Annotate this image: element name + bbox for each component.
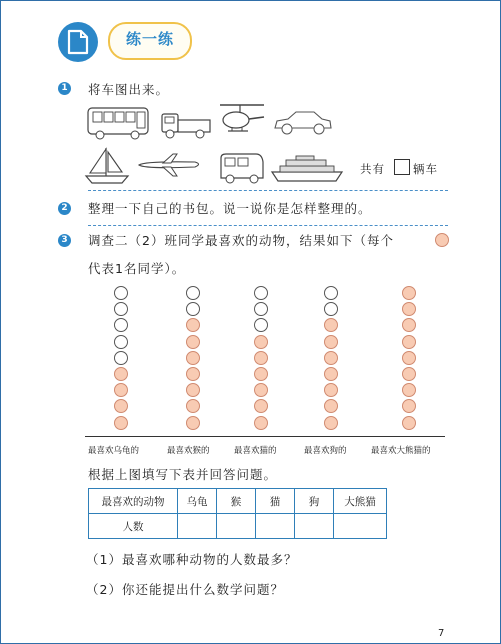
table-header-row (89, 489, 387, 514)
section-title: 练一练 (125, 30, 174, 48)
table-row (89, 514, 387, 539)
pictograph-circle (324, 416, 338, 430)
question-2-text: 整理一下自己的书包。说一说你是怎样整理的。 (88, 201, 372, 216)
pictograph-circle (186, 416, 200, 430)
instruction-text: 根据上图填写下表并回答问题。 (88, 467, 278, 482)
pictograph-circle (254, 286, 268, 300)
pictograph-circle (114, 416, 128, 430)
answer-cell[interactable] (295, 514, 334, 539)
question-1-text: 将车图出来。 (88, 82, 170, 97)
pictograph-circle (186, 335, 200, 349)
category-label-monkey: 最喜欢猴的 (167, 446, 210, 456)
pictograph-circle (324, 286, 338, 300)
answer-table (88, 488, 387, 539)
pictograph-circle (254, 367, 268, 381)
table-header-cell: 乌龟 (178, 489, 217, 514)
question-number-1: 1 (58, 82, 71, 95)
pictograph-circle (402, 335, 416, 349)
chart-baseline (85, 436, 445, 437)
pictograph-circle (402, 367, 416, 381)
pictograph-circle (254, 335, 268, 349)
vehicle-count-box[interactable] (394, 159, 410, 175)
table-header-cell: 大熊猫 (334, 489, 387, 514)
pictograph-circle (186, 286, 200, 300)
pictograph-circle (324, 351, 338, 365)
pictograph-circle (186, 367, 200, 381)
table-header-cell: 最喜欢的动物 (89, 489, 178, 514)
table-header-cell: 狗 (295, 489, 334, 514)
question-3-text-line1: 调查二（2）班同学最喜欢的动物，结果如下（每个 (88, 233, 394, 248)
table-header-cell: 猴 (217, 489, 256, 514)
car-icon (272, 106, 334, 138)
count-prefix: 共有 (360, 162, 385, 176)
sub-question-2: （2）你还能提出什么数学问题？ (86, 582, 284, 597)
pictograph-circle (402, 351, 416, 365)
pictograph-circle (114, 335, 128, 349)
answer-cell[interactable] (178, 514, 217, 539)
legend-circle (435, 233, 449, 247)
pictograph-circle (402, 416, 416, 430)
bus-icon (85, 104, 153, 142)
category-label-turtle: 最喜欢乌龟的 (88, 446, 140, 456)
divider-1 (88, 190, 448, 191)
airplane-icon (135, 152, 205, 178)
cruise-ship-icon (270, 154, 344, 184)
van-icon (218, 150, 266, 186)
section-badge (58, 22, 98, 62)
sailboat-icon (82, 146, 132, 186)
pictograph-circle (324, 335, 338, 349)
category-label-cat: 最喜欢猫的 (234, 446, 277, 456)
question-number-2: 2 (58, 202, 71, 215)
pictograph-circle (254, 416, 268, 430)
pictograph-circle (324, 367, 338, 381)
question-3-text-line2: 代表1名同学）。 (88, 261, 186, 276)
truck-icon (160, 108, 212, 140)
table-header-cell: 猫 (256, 489, 295, 514)
sub-question-1: （1）最喜欢哪种动物的人数最多？ (86, 552, 298, 567)
helicopter-icon (216, 100, 268, 138)
category-label-panda: 最喜欢大熊猫的 (371, 446, 431, 456)
answer-cell[interactable] (256, 514, 295, 539)
page-number: 7 (438, 628, 445, 639)
pictograph-circle (402, 286, 416, 300)
pictograph-circle (254, 351, 268, 365)
divider-2 (88, 225, 448, 226)
pictograph-circle (114, 367, 128, 381)
count-suffix: 辆车 (413, 162, 438, 176)
question-number-3: 3 (58, 234, 71, 247)
answer-cell[interactable] (334, 514, 387, 539)
answer-cell[interactable] (217, 514, 256, 539)
category-label-dog: 最喜欢狗的 (304, 446, 347, 456)
pictograph-circle (114, 286, 128, 300)
document-icon (66, 29, 90, 55)
pictograph-circle (186, 351, 200, 365)
table-row-label: 人数 (89, 514, 178, 539)
pictograph-circle (114, 351, 128, 365)
